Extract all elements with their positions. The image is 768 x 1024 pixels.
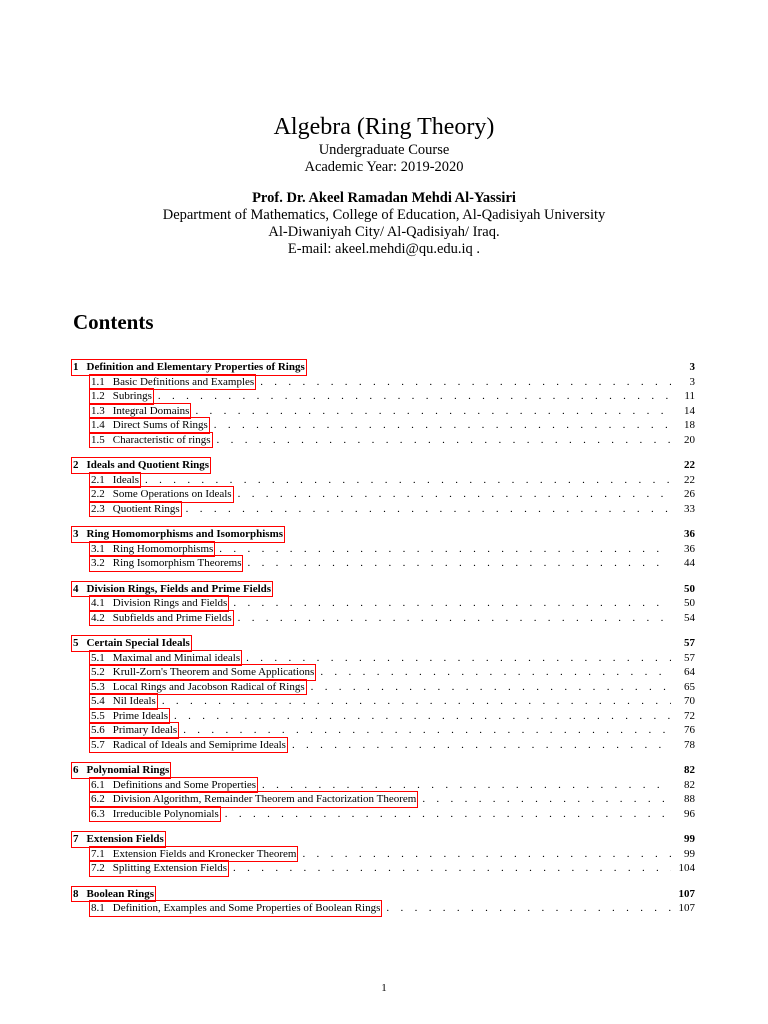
toc-chapter-page: 22	[684, 459, 695, 471]
toc-leader-dots	[316, 665, 671, 680]
toc-leader-dots	[307, 680, 671, 695]
toc-section-page: 33	[684, 502, 695, 515]
author-name: Prof. Dr. Akeel Ramadan Mehdi Al-Yassiri	[252, 190, 516, 206]
toc-section-row	[73, 806, 695, 821]
toc-section-row	[73, 777, 695, 792]
toc-chapter-number: 6	[73, 764, 79, 776]
toc-leader-dots	[256, 375, 671, 390]
toc-section-number: 4.2	[91, 611, 105, 624]
toc-section-row	[73, 664, 695, 679]
email: E-mail: akeel.mehdi@qu.edu.iq .	[287, 241, 481, 257]
toc-leader-dots	[191, 404, 671, 419]
contents-heading: Contents	[73, 310, 154, 334]
toc-leader-dots	[243, 556, 671, 571]
toc-chapter-group	[73, 831, 695, 875]
toc-section-number: 2.3	[91, 502, 105, 515]
toc-section-link[interactable]	[89, 860, 229, 877]
toc-chapter-page: 36	[684, 528, 695, 540]
toc-section-title: Subfields and Prime Fields	[112, 611, 232, 624]
toc-section-row	[73, 472, 695, 487]
toc-chapter-group	[73, 526, 695, 570]
toc-chapter-number: 1	[73, 361, 79, 373]
toc-section-page: 64	[684, 666, 695, 678]
toc-leader-dots	[215, 542, 671, 557]
toc-section-row	[73, 737, 695, 752]
toc-section-title: Division Algorithm, Remainder Theorem and Factorization Theorem	[112, 793, 417, 805]
toc-section-row	[73, 679, 695, 694]
toc-chapter-number: 4	[73, 582, 79, 595]
toc-section-row	[73, 541, 695, 556]
toc-section-number: 1.5	[91, 433, 105, 446]
toc-chapter-page: 50	[684, 582, 695, 595]
toc-section-title: Extension Fields and Kronecker Theorem	[112, 847, 297, 860]
toc-leader-dots	[234, 487, 671, 502]
toc-section-row	[73, 846, 695, 861]
toc-section-number: 5.2	[91, 666, 105, 678]
toc-section-title: Local Rings and Jacobson Radical of Rings	[112, 680, 305, 693]
toc-section-title: Radical of Ideals and Semiprime Ideals	[112, 738, 286, 751]
toc-chapter-title: Ideals and Quotient Rings	[86, 459, 210, 471]
toc-section-title: Ring Homomorphisms	[112, 542, 214, 555]
toc-chapter-title: Extension Fields	[86, 833, 164, 845]
toc-section-page: 65	[684, 680, 695, 693]
toc-section-number: 7.2	[91, 862, 105, 874]
toc-section-title: Subrings	[112, 390, 152, 402]
toc-section-page: 11	[684, 390, 695, 402]
toc-section-page: 96	[684, 807, 695, 820]
toc-chapter-row	[73, 359, 695, 374]
toc-section-title: Integral Domains	[112, 404, 190, 417]
toc-leader-dots	[258, 778, 671, 793]
toc-chapter-group	[73, 886, 695, 915]
toc-leader-dots	[170, 709, 671, 724]
toc-section-title: Irreducible Polynomials	[112, 807, 219, 820]
toc-section-title: Primary Ideals	[112, 724, 178, 736]
toc-section-title: Basic Definitions and Examples	[112, 375, 255, 388]
table-of-contents	[73, 359, 695, 926]
toc-section-page: 36	[684, 542, 695, 555]
toc-chapter-page: 107	[678, 887, 695, 900]
toc-section-page: 20	[684, 433, 695, 446]
toc-section-row	[73, 722, 695, 737]
toc-section-row	[73, 417, 695, 432]
toc-section-title: Ring Isomorphism Theorems	[112, 557, 242, 569]
toc-section-row	[73, 388, 695, 403]
toc-section-page: 70	[684, 695, 695, 707]
toc-section-row	[73, 860, 695, 875]
toc-section-title: Nil Ideals	[112, 695, 156, 707]
toc-section-link[interactable]	[89, 806, 221, 823]
toc-leader-dots	[154, 389, 671, 404]
toc-leader-dots	[242, 651, 671, 666]
toc-section-number: 5.1	[91, 651, 105, 664]
toc-section-number: 3.2	[91, 557, 105, 569]
toc-section-link[interactable]	[89, 501, 182, 518]
toc-section-page: 54	[684, 611, 695, 624]
toc-section-page: 26	[684, 488, 695, 500]
toc-section-title: Definitions and Some Properties	[112, 778, 257, 791]
toc-chapter-page: 3	[689, 361, 695, 373]
toc-section-title: Maximal and Minimal ideals	[112, 651, 241, 664]
toc-section-title: Splitting Extension Fields	[112, 862, 228, 874]
toc-leader-dots	[179, 723, 671, 738]
toc-section-number: 1.4	[91, 419, 105, 431]
toc-section-page: 72	[684, 709, 695, 722]
toc-section-row	[73, 486, 695, 501]
toc-section-number: 5.6	[91, 724, 105, 736]
toc-section-number: 8.1	[91, 902, 105, 914]
toc-chapter-row	[73, 831, 695, 846]
toc-section-row	[73, 708, 695, 723]
toc-section-number: 4.1	[91, 597, 105, 609]
document-title: Algebra (Ring Theory)	[273, 114, 495, 140]
document-header	[0, 112, 768, 258]
toc-chapter-number: 2	[73, 459, 79, 471]
toc-chapter-group	[73, 581, 695, 625]
toc-section-link[interactable]	[89, 900, 382, 917]
toc-chapter-page: 57	[684, 637, 695, 649]
toc-section-row	[73, 900, 695, 915]
toc-section-number: 7.1	[91, 847, 105, 860]
toc-leader-dots	[288, 738, 671, 753]
toc-section-link[interactable]	[89, 610, 234, 627]
toc-chapter-row	[73, 457, 695, 472]
toc-leader-dots	[229, 596, 671, 611]
toc-section-title: Quotient Rings	[112, 502, 180, 515]
toc-chapter-group	[73, 762, 695, 820]
toc-section-page: 22	[684, 473, 695, 486]
toc-chapter-title: Definition and Elementary Properties of Rings	[86, 361, 305, 373]
toc-chapter-number: 8	[73, 887, 79, 900]
toc-leader-dots	[382, 901, 671, 916]
toc-chapter-title: Boolean Rings	[86, 887, 155, 900]
toc-leader-dots	[298, 847, 671, 862]
city: Al-Diwaniyah City/ Al-Qadisiyah/ Iraq.	[268, 224, 500, 240]
toc-chapter-page: 99	[684, 833, 695, 845]
toc-section-page: 78	[684, 738, 695, 751]
toc-section-number: 6.3	[91, 807, 105, 820]
toc-chapter-group	[73, 635, 695, 751]
toc-section-row	[73, 791, 695, 806]
toc-section-page: 44	[684, 557, 695, 569]
toc-section-number: 1.1	[91, 375, 105, 388]
toc-chapter-number: 3	[73, 528, 79, 540]
toc-section-page: 50	[684, 597, 695, 609]
toc-section-title: Direct Sums of Rings	[112, 419, 208, 431]
toc-leader-dots	[158, 694, 671, 709]
toc-section-page: 88	[684, 793, 695, 805]
toc-chapter-title: Division Rings, Fields and Prime Fields	[86, 582, 272, 595]
toc-section-number: 6.2	[91, 793, 105, 805]
toc-section-number: 5.4	[91, 695, 105, 707]
toc-leader-dots	[182, 502, 671, 517]
toc-section-page: 104	[678, 862, 695, 874]
toc-section-number: 5.5	[91, 709, 105, 722]
toc-section-number: 2.1	[91, 473, 105, 486]
toc-chapter-group	[73, 359, 695, 446]
toc-section-page: 107	[678, 902, 695, 914]
toc-leader-dots	[418, 792, 671, 807]
toc-section-title: Definition, Examples and Some Properties of Boolean Rings	[112, 902, 381, 914]
toc-chapter-group	[73, 457, 695, 515]
toc-leader-dots	[229, 861, 671, 876]
toc-chapter-number: 7	[73, 833, 79, 845]
toc-leader-dots	[210, 418, 671, 433]
toc-chapter-row	[73, 762, 695, 777]
toc-section-row	[73, 403, 695, 418]
toc-section-title: Ideals	[112, 473, 140, 486]
toc-section-page: 82	[684, 778, 695, 791]
toc-section-row	[73, 610, 695, 625]
toc-chapter-page: 82	[684, 764, 695, 776]
toc-section-page: 57	[684, 651, 695, 664]
course-line: Undergraduate Course	[318, 142, 450, 158]
toc-section-number: 5.3	[91, 680, 105, 693]
toc-section-title: Some Operations on Ideals	[112, 488, 232, 500]
toc-chapter-row	[73, 581, 695, 596]
toc-chapter-title: Ring Homomorphisms and Isomorphisms	[86, 528, 284, 540]
toc-section-link[interactable]	[89, 737, 288, 754]
toc-section-row	[73, 501, 695, 516]
toc-section-row	[73, 374, 695, 389]
toc-leader-dots	[213, 433, 672, 448]
toc-section-number: 6.1	[91, 778, 105, 791]
toc-section-number: 3.1	[91, 542, 105, 555]
toc-section-row	[73, 432, 695, 447]
toc-section-page: 76	[684, 724, 695, 736]
toc-chapter-title: Polynomial Rings	[86, 764, 170, 776]
toc-section-title: Prime Ideals	[112, 709, 169, 722]
academic-year: Academic Year: 2019-2020	[304, 159, 464, 175]
toc-section-number: 2.2	[91, 488, 105, 500]
toc-leader-dots	[221, 807, 671, 822]
department: Department of Mathematics, College of Education, Al-Qadisiyah University	[162, 207, 606, 223]
toc-chapter-row	[73, 635, 695, 650]
toc-leader-dots	[234, 611, 671, 626]
toc-section-page: 3	[689, 375, 695, 388]
toc-chapter-number: 5	[73, 637, 79, 649]
toc-section-number: 1.2	[91, 390, 105, 402]
toc-section-page: 14	[684, 404, 695, 417]
toc-section-row	[73, 595, 695, 610]
toc-section-link[interactable]	[89, 555, 243, 572]
toc-section-title: Division Rings and Fields	[112, 597, 228, 609]
toc-section-link[interactable]	[89, 432, 213, 449]
toc-section-title: Krull-Zorn's Theorem and Some Applications	[112, 666, 315, 678]
toc-section-number: 5.7	[91, 738, 105, 751]
page-number: 1	[381, 982, 387, 994]
toc-chapter-row	[73, 886, 695, 901]
toc-section-title: Characteristic of rings	[112, 433, 211, 446]
toc-section-row	[73, 555, 695, 570]
toc-section-number: 1.3	[91, 404, 105, 417]
toc-section-row	[73, 650, 695, 665]
toc-chapter-row	[73, 526, 695, 541]
toc-section-page: 18	[684, 419, 695, 431]
toc-chapter-title: Certain Special Ideals	[86, 637, 190, 649]
toc-section-row	[73, 693, 695, 708]
toc-leader-dots	[141, 473, 671, 488]
toc-section-page: 99	[684, 847, 695, 860]
